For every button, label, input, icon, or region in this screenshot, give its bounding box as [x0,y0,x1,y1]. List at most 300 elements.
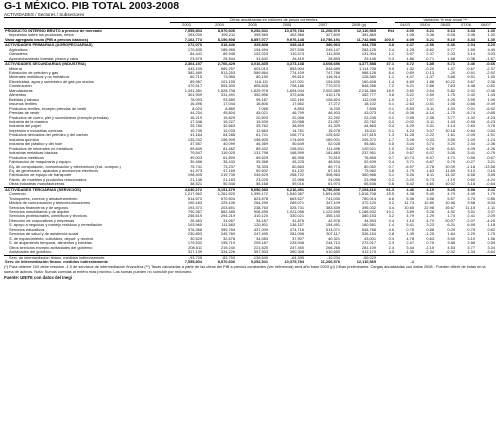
table-cell: 35,762 [256,124,268,129]
table-cell: 10.22 [445,79,455,84]
table-cell: 325,731 [289,205,304,210]
table-cell: 45,021 [256,111,268,116]
table-cell: 7.2 [388,84,394,89]
table-cell: -2.63 [405,102,414,107]
table-cell: 444,755 [341,43,377,48]
table-cell: 2,766,429 [203,62,236,67]
table-cell: 61,741 [256,133,268,138]
row-label: Productos metálicos [9,155,45,160]
table-cell: 22.98 [424,205,434,210]
table-cell: 908,495 [253,210,268,215]
table-cell: 1.30 [487,28,496,33]
table-cell: 45,804 [223,111,235,116]
table-cell: 22,988 [292,177,304,182]
table-cell: 1.75 [487,232,496,237]
table-cell: 20,503 [256,115,268,120]
table-cell: 6.31 [447,223,455,228]
table-cell: 6.58 [467,173,475,178]
table-cell: 3,608,656 [305,62,341,67]
table-cell: 78,333 [256,164,268,169]
col-header: 05/04 [415,23,435,28]
table-cell: 410,176 [325,93,340,98]
table-cell: 3.34 [487,245,496,250]
table-cell: 1,540,387 [286,192,304,197]
table-cell: 3.10 [467,168,475,173]
table-cell: 19,829 [223,115,235,120]
table-cell: 3.28 [406,137,414,142]
table-cell: 24,056 [328,177,340,182]
header-variation: Variación % real anual *** [395,18,496,23]
table-cell: 6.81 [447,146,455,151]
table-cell: 4.23 [406,128,414,133]
table-cell: 19,227 [223,119,235,124]
table-cell: 347,109 [325,201,340,206]
table-cell: 55,881 [364,142,376,147]
col-header: 2004 [203,23,236,28]
table-cell: 5.42 [406,182,414,187]
row-label: Alimentos [9,93,27,98]
table-cell: 2.11 [476,187,496,192]
table-cell: 75,741 [190,164,202,169]
row-label: Comercio [9,192,26,197]
table-body [4,28,496,264]
table-cell: -0.67 [486,155,496,160]
table-cell: -20 [449,70,455,75]
table-cell: 0.59 [487,241,496,246]
table-cell: 360,966 [361,173,376,178]
table-cell: -0.84 [466,128,475,133]
col-header: 2006 [269,23,305,28]
table-cell: 35,433 [223,160,235,165]
row-label: ACTIVIDADES SECUNDARIAS (INDUSTRIA) [4,62,170,67]
table-cell: 2,216,386 [358,88,376,93]
table-cell: Est [387,28,394,33]
table-cell: 41,184 [190,133,202,138]
table-cell: 1.0 [388,146,394,151]
table-cell: 84,441 [190,52,202,57]
table-cell: 513,253 [220,70,235,75]
table-cell: 1.50 [487,75,496,80]
table-cell: 1.85 [415,62,435,67]
table-cell: 663,527 [289,196,304,201]
table-cell: 3.46 [467,33,475,38]
table-cell: 380,308 [289,250,304,255]
table-cell: 7,695 [366,106,376,111]
table-cell: 3.1 [388,173,394,178]
table-cell: 0.4 [388,124,394,129]
table-cell: 37,907 [292,236,304,241]
table-cell: 3.60 [406,88,414,93]
table-cell: 412,173 [361,250,376,255]
table-cell: 99,610 [292,75,304,80]
table-cell: 8,857,077 [250,37,268,42]
table-cell: 102,023 [253,52,268,57]
table-cell: 16,011 [364,128,376,133]
table-cell: 131,798 [253,151,268,156]
table-cell: 111,496 [326,146,340,151]
table-cell: 1.0 [388,97,394,102]
table-cell: 2.36 [487,79,496,84]
table-cell: 4,640,272 [170,187,203,192]
row-label: Productos derivados del petróleo y del carbón [9,133,89,138]
table-cell: -2.56 [415,43,435,48]
table-cell: 30,529 [190,236,202,241]
table-cell: -4.24 [486,177,496,182]
table-cell: 31,642 [256,56,268,61]
table-cell: 3.21 [487,160,496,165]
table-cell: 6.67 [426,160,434,165]
table-cell: -4.26 [486,146,496,151]
table-cell: 4.60 [426,182,434,187]
table-cell: 437,009 [253,227,268,232]
table-cell: 46,799 [292,111,304,116]
table-cell: 1.1 [388,52,394,57]
table-cell: 4.14 [447,124,455,129]
table-cell: 289,071 [289,201,304,206]
table-cell: 474,716 [289,227,304,232]
table-cell: 1.7 [388,137,394,142]
table-cell: 16.67 [445,205,455,210]
table-cell: 46,403 [328,111,340,116]
table-cell: 402,966 [289,33,304,38]
table-cell: 1.79 [487,192,496,197]
table-cell: 2.29 [467,232,475,237]
row-label: Industria del plástico y del hule [9,142,63,147]
row-label: Insumos textiles [9,102,37,107]
table-cell: 3.05 [447,151,455,156]
table-cell: 1,341,381 [184,88,202,93]
table-cell: 334,226 [220,250,235,255]
table-cell: -2.37 [486,66,496,71]
table-cell: 136,157 [289,223,304,228]
table-cell: -6.97 [405,164,414,169]
row-label: S. apoyo a negocios y manejo residuos y remediación [9,223,103,228]
table-cell: 7,162,773 [184,37,202,42]
row-label: Servicios inmobiliarios y de alquiler [9,210,70,215]
table-cell: 189,001 [325,137,340,142]
table-cell: 4.53 [447,245,455,250]
table-cell: 147,615 [361,133,376,138]
table-cell: 3.04 [406,142,414,147]
row-label: Dirección de corporativos y empresas [9,218,75,223]
table-cell: -6.52 [486,106,496,111]
table-cell: 230,853 [187,232,202,237]
table-cell: 50,649 [292,142,304,147]
table-cell: 331,491 [220,93,235,98]
table-cell: 170,835 [187,47,202,52]
table-cell: 0.2 [388,115,394,120]
table-cell: 61,132 [292,168,304,173]
table-cell: 6.28 [426,146,434,151]
table-cell: -2.07 [466,218,475,223]
table-cell: 17,662 [292,102,304,107]
table-cell: 3.72 [395,62,415,67]
table-cell: 349,415 [269,43,305,48]
table-cell: 1.64 [447,232,455,237]
table-cell: 3.37 [487,210,496,215]
table-cell: 1.63 [426,168,434,173]
table-cell: 2,364,157 [170,62,203,67]
table-cell: -93,725 [170,255,203,260]
table-cell: -10,034 [305,255,341,260]
table-cell: 76,669 [364,155,376,160]
table-cell: 2.44 [467,142,475,147]
table-cell: 3.76 [487,124,496,129]
table-cell: 272,017 [361,241,376,246]
table-cell: 2.41 [467,214,475,219]
table-cell: 3.23 [426,223,434,228]
table-cell: 6.06 [447,33,455,38]
table-cell: 110,474 [290,52,304,57]
table-cell: 3.36 [426,33,434,38]
table-cell: 3.58 [426,196,434,201]
table-cell: 160,581 [361,223,376,228]
table-cell: 352,896 [253,93,268,98]
table-cell: 12,033 [223,128,235,133]
table-cell: 17,348 [190,119,202,124]
table-cell: 116,111 [254,79,268,84]
table-cell: 266,266 [325,245,340,250]
table-cell: 372,646 [289,93,304,98]
table-cell: 1.43 [447,119,455,124]
table-cell: 66,398 [292,155,304,160]
table-cell: 0.2 [388,177,394,182]
table-cell: -9.49 [486,102,496,107]
table-cell: -2.92 [486,70,496,75]
table-cell: 80,052 [364,164,376,169]
table-cell: 11.74 [404,201,414,206]
table-cell: 3.55 [487,173,496,178]
table-cell: -1.57 [486,56,496,61]
row-label: ACTIVIDADES PRIMARIAS (AGROPECUARIAS) [4,43,170,48]
table-cell: 0.1 [388,128,394,133]
table-cell: 237,951 [361,151,376,156]
table-cell: 39,368 [256,160,268,165]
table-cell: 0.6 [388,182,394,187]
table-cell: 0.4 [388,218,394,223]
row-label: PRODUCTO INTERNO BRUTO a precios de mercado [5,28,102,33]
table-cell: 47,169 [223,168,235,173]
table-cell: 111,830 [326,52,340,57]
table-cell: 6.79 [447,160,455,165]
table-cell: 1.34 [467,250,475,255]
table-cell: 73,237 [223,164,235,169]
table-cell: 8,023 [192,106,202,111]
table-cell: 7,555,804 [184,260,202,265]
table-cell: 208,611 [188,245,202,250]
table-cell: 16,806 [256,102,268,107]
table-cell: 17,272 [328,102,340,107]
row-label: Productos de minerales no metálicos [9,146,73,151]
page-subtitle: ACTIVIDADES / Sectores / Subsectores [4,12,85,17]
table-cell: 283,125 [361,47,376,52]
table-cell: 327,609 [325,33,340,38]
table-cell: -3.20 [405,177,414,182]
table-cell: 8.4 [388,70,394,75]
table-cell: 5.41 [406,223,414,228]
row-label: Ganadería [9,52,28,57]
table-cell: 2.37 [426,52,434,57]
table-cell: 6.36 [435,43,456,48]
table-cell: 8.04 [487,201,496,206]
table-cell: 853,904 [289,66,304,71]
table-cell: 0.62 [487,227,496,232]
table-cell: 258,722 [289,173,304,178]
table-cell: 4.46 [395,187,415,192]
table-cell: 3.07 [426,128,434,133]
table-cell: -3.78 [425,164,434,169]
table-cell: 7,068 [258,106,268,111]
table-cell: 179,532 [187,241,202,246]
table-cell: 95,187 [256,97,268,102]
table-cell: 2.47 [395,43,415,48]
table-cell: 2.3 [388,241,394,246]
table-cell: 15.5 [386,192,394,197]
table-cell: 4.09 [467,146,475,151]
table-cell: -64,395 [269,255,305,260]
table-cell: 0.4 [388,111,394,116]
row-label: Fabricación de maquinaria y equipo [9,160,71,165]
table-cell: 3.22 [406,93,414,98]
table-cell: 443,195 [187,66,202,71]
table-cell: -1.51 [486,133,496,138]
table-cell: 52,639 [364,160,376,165]
table-cell: -1.15 [425,245,434,250]
table-cell: -2.05 [466,133,475,138]
table-cell: 316,446 [203,43,236,48]
table-cell: 513,071 [325,227,340,232]
table-cell: 209,187 [253,241,268,246]
table-cell: 245,529 [253,173,268,178]
table-cell: -0.66 [476,62,496,67]
source-note: Fuente: UNITE con datos del Inegi [4,274,72,280]
row-label: Medios de comunicación y telecomunicaciones [9,201,91,206]
table-cell: 0.95 [406,115,414,120]
col-header: 06/05 [435,23,456,28]
table-cell: 89,946 [223,52,235,57]
row-label: Fabricación de equipo de transporte [9,173,72,178]
table-cell: 26,463 [190,218,202,223]
table-cell: 7.07 [426,97,434,102]
table-cell: 1.32 [406,66,414,71]
row-label: Otros servicios excepto actividades del gobierno [9,245,93,250]
table-cell: 23,575 [190,56,202,61]
table-cell: 9.67 [406,151,414,156]
table-cell: 272,070 [170,43,203,48]
table-cell: 3.77 [447,115,455,120]
table-cell: 1.75 [447,93,455,98]
table-cell: 0.16 [487,168,496,173]
table-cell: 225,946 [289,241,304,246]
row-label: Serv. de intermediación financ. medidos indirectamente [5,260,109,265]
table-cell: 10,379,784 [284,260,304,265]
table-cell: 1.37 [447,66,455,71]
row-label: Minerales metálicos y no metálicos [9,75,70,80]
table-cell: 238,763 [253,205,268,210]
table-cell: 112,045 [362,97,376,102]
table-cell: 1,399,172 [250,192,268,197]
table-cell: 357,503 [253,250,268,255]
table-cell: -4.23 [486,115,496,120]
table-cell: -0.71 [425,56,434,61]
col-header: 2005 [236,23,269,28]
table-cell: -3.64 [486,250,496,255]
table-cell: 147,001 [289,79,304,84]
row-label: Minería [9,66,22,71]
table-cell: 5.36 [406,196,414,201]
table-cell: -6.74 [466,111,475,116]
table-cell: 6.73 [426,177,434,182]
table-cell: 372,120 [361,201,376,206]
table-cell: 10.18 [445,128,455,133]
table-cell: 16,496 [190,102,202,107]
table-cell: 0.75 [467,227,475,232]
row-label: Otras industrias manufactureras [9,182,65,187]
table-cell: 1.88 [426,79,434,84]
table-cell: 4.49 [467,192,475,197]
table-cell: 307,117 [326,232,340,237]
table-cell: 329,808 [236,43,269,48]
table-cell: 10,735 [190,128,202,133]
table-cell: 12.80 [424,201,434,206]
table-cell: 34,187 [256,218,268,223]
table-cell: 570,504 [220,196,235,201]
table-cell: 2.02 [467,88,475,93]
table-cell: 3.21 [426,37,434,42]
table-cell: 3.33 [467,28,475,33]
table-cell: 3.21 [426,28,434,33]
table-cell: 774,109 [289,70,304,75]
table-cell: 4.19 [415,187,435,192]
table-cell: 1.27 [406,97,414,102]
table-cell: 3.31 [426,124,434,129]
table-cell: 0.09 [447,227,455,232]
table-cell: 6,756,606 [305,187,341,192]
table-cell: -13.58 [483,164,496,169]
table-cell: 780,014 [361,196,376,201]
table-cell: 29,780 [190,124,202,129]
table-cell: 0.33 [426,137,434,142]
row-label: Productos de cuero, piel y sucedáneos (excepto prendas) [9,115,109,120]
table-cell: 2.04 [456,43,476,48]
table-cell: 9.77 [447,47,455,52]
table-cell: 3.55 [447,137,455,142]
table-cell: 4.00 [406,28,414,33]
table-cell: 120,021 [361,146,376,151]
table-cell: 383,539 [325,205,340,210]
table-cell: -1.25 [425,232,434,237]
table-cell: 0.01 [467,106,475,111]
table-cell: 41,325 [328,124,340,129]
table-cell: 393,030 [187,33,202,38]
table-cell: 32,663 [223,124,235,129]
table-cell: 1.29 [426,214,434,219]
table-cell: 2.8 [388,232,394,237]
table-cell: 3.98 [456,187,476,192]
table-cell: 160,408 [361,79,376,84]
table-cell: 73,062 [364,168,376,173]
table-cell: 0.5 [388,142,394,147]
table-cell: 10,756,191 [320,37,340,42]
table-cell: 43,001 [364,236,376,241]
table-cell: 0.7 [388,164,394,169]
table-cell: 55,168 [256,182,268,187]
table-cell: -1.24 [486,137,496,142]
table-cell: 225,106 [220,201,235,206]
table-cell: 4.71 [447,155,455,160]
table-cell: 9,976,148 [286,37,304,42]
col-header: 07/06 [456,23,476,28]
